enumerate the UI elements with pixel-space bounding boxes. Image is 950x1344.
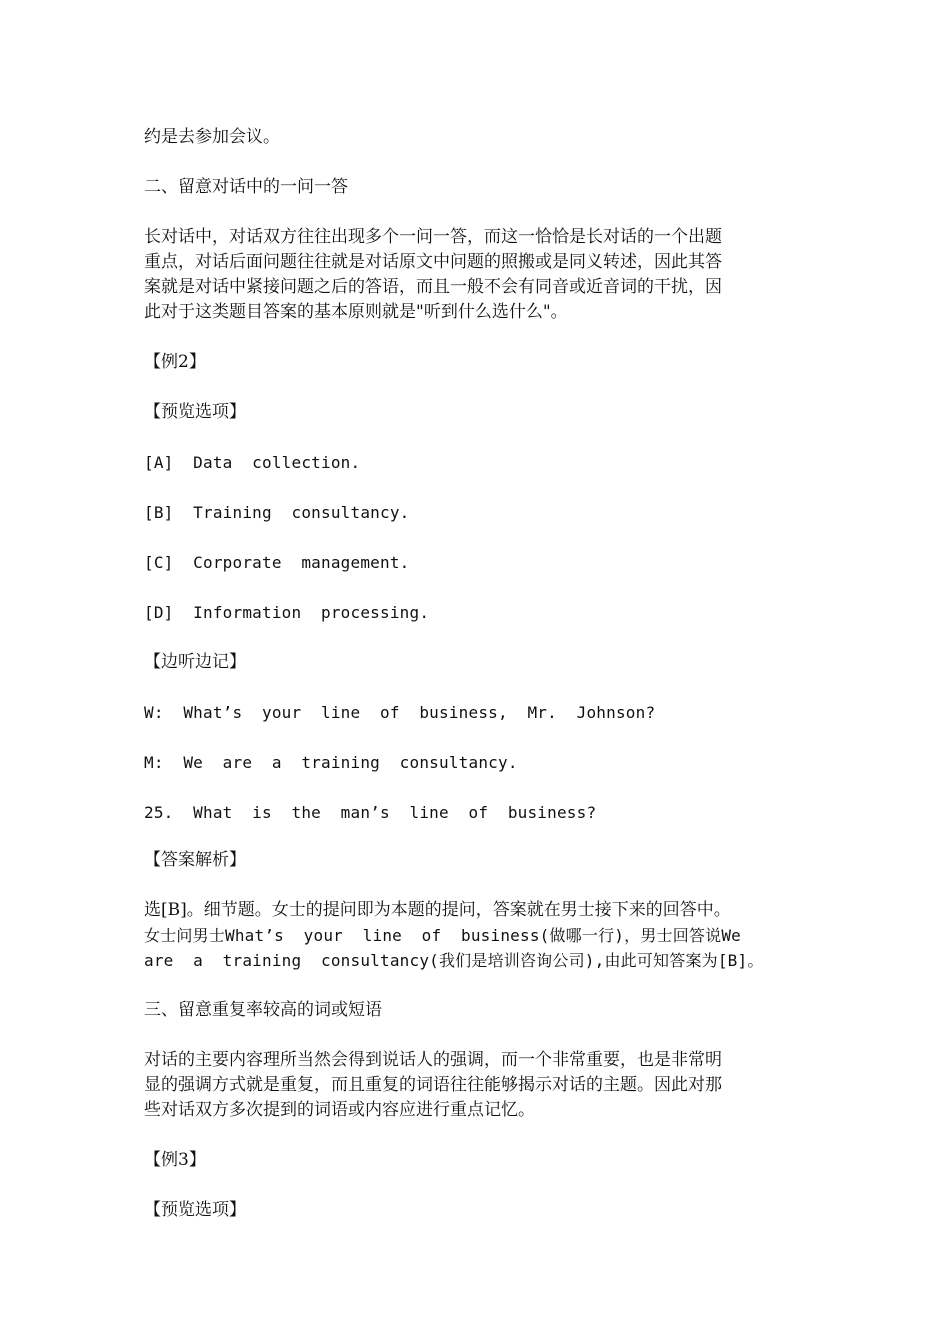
analysis-line-1: 选[B]。细节题。女士的提问即为本题的提问，答案就在男士接下来的回答中。 xyxy=(144,900,731,920)
analysis-line-3: are a training consultancy(我们是培训咨询公司),由此可知答案为[B]。 xyxy=(144,951,764,970)
example-2-label: 【例2】 xyxy=(144,352,206,372)
paragraph-3-line-3: 些对话双方多次提到的词语或内容应进行重点记忆。 xyxy=(144,1100,535,1120)
option-d: [D] Information processing. xyxy=(144,603,430,622)
section-heading-3: 三、留意重复率较高的词或短语 xyxy=(144,1000,382,1020)
section-heading-2: 二、留意对话中的一问一答 xyxy=(144,177,348,197)
preview-options-label: 【预览选项】 xyxy=(144,402,246,422)
paragraph-3-line-1: 对话的主要内容理所当然会得到说话人的强调，而一个非常重要，也是非常明 xyxy=(144,1050,722,1070)
option-a: [A] Data collection. xyxy=(144,453,361,472)
paragraph-2-line-3: 案就是对话中紧接问题之后的答语，而且一般不会有同音或近音词的干扰，因 xyxy=(144,277,722,297)
question-25: 25. What is the man’s line of business? xyxy=(144,803,597,822)
paragraph-intro-tail: 约是去参加会议。 xyxy=(144,127,280,147)
dialogue-man-line: M: We are a training consultancy. xyxy=(144,753,518,772)
option-c: [C] Corporate management. xyxy=(144,553,410,572)
example-3-label: 【例3】 xyxy=(144,1150,206,1170)
paragraph-2-line-4: 此对于这类题目答案的基本原则就是"听到什么选什么"。 xyxy=(144,302,568,322)
dialogue-woman-line: W: What’s your line of business, Mr. Johnson? xyxy=(144,703,656,722)
listen-notes-label: 【边听边记】 xyxy=(144,652,246,672)
paragraph-2-line-1: 长对话中，对话双方往往出现多个一问一答，而这一恰恰是长对话的一个出题 xyxy=(144,227,722,247)
option-b: [B] Training consultancy. xyxy=(144,503,410,522)
analysis-line-2: 女士问男士What’s your line of business(做哪一行)，男士回答说We xyxy=(144,926,741,945)
preview-options-label-2: 【预览选项】 xyxy=(144,1200,246,1220)
answer-analysis-label: 【答案解析】 xyxy=(144,850,246,870)
paragraph-3-line-2: 显的强调方式就是重复，而且重复的词语往往能够揭示对话的主题。因此对那 xyxy=(144,1075,722,1095)
paragraph-2-line-2: 重点，对话后面问题往往就是对话原文中问题的照搬或是同义转述，因此其答 xyxy=(144,252,722,272)
